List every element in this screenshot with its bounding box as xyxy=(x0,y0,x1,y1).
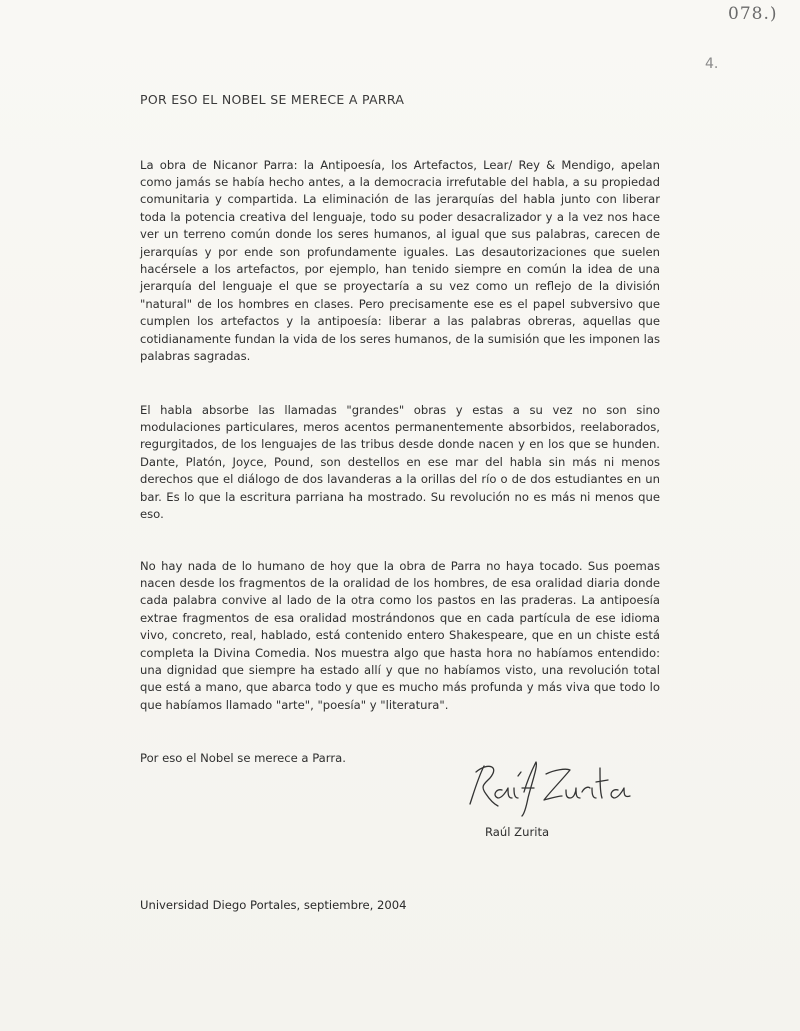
paragraph-3: No hay nada de lo humano de hoy que la obra de Parra no haya tocado. Sus poemas nacen desde los fragmentos de la oralidad de los hombres, de esa oralidad diaria donde cada palabra convive al lado de la otra como los pastos en las praderas. La antipoesía extrae fragmentos de esa oralidad mostrándonos que en cada partícula de ese idioma vivo, concreto, real, hablado, está contenido entero Shakespeare, que en un chiste está completa la Divina Comedia. Nos muestra algo que hasta hora no habíamos entendido: una dignidad que siempre ha estado allí y que no habíamos visto, una revolución total que está a mano, que abarca todo y que es mucho más profunda y más viva que todo lo que habíamos llamado "arte", "poesía" y "literatura". xyxy=(140,558,660,712)
signature-name: Raúl Zurita xyxy=(485,825,550,839)
archive-number: 078.) xyxy=(728,4,778,24)
paragraph-1: La obra de Nicanor Parra: la Antipoesía, los Artefactos, Lear/ Rey & Mendigo, apelan como jamás se había hecho antes, a la democracia irrefutable del habla, a su propiedad comunitaria y compartida. La eliminación de las jerarquías del habla junto con liberar toda la potencia creativa del lenguaje, todo su poder desacralizador y a la vez nos hace ver un terreno común donde los seres humanos, al igual que sus palabras, carecen de jerarquías y por ende son profundamente iguales. Las desautorizaciones que suelen hacérsele a los artefactos, por ejemplo, han tenido siempre en común la idea de una jerarquía del lenguaje el que se proyectaría a su vez como un reflejo de la división "natural" de los hombres en clases. Pero precisamente ese es el papel subversivo que cumplen los artefactos y la antipoesía: liberar a las palabras obreras, aquellas que cotidianamente fundan la vida de los seres humanos, de la sumisión que les imponen las palabras sagradas. xyxy=(140,157,660,364)
document-title: POR ESO EL NOBEL SE MERECE A PARRA xyxy=(140,92,405,107)
paragraph-2: El habla absorbe las llamadas "grandes" obras y estas a su vez no son sino modulaciones particulares, meros acentos permanentemente absorbidos, reelaborados, regurgitados, de los lenguajes de las tribus desde donde nacen y en los que se hunden. Dante, Platón, Joyce, Pound, son destellos en ese mar del habla sin más ni menos derechos que el diálogo de dos lavanderas a la orillas del río o de dos estudiantes en un bar. Es lo que la escritura parriana ha mostrado. Su revolución no es más ni menos que eso. xyxy=(140,402,660,522)
stray-mark: 4. xyxy=(705,56,719,72)
place-date: Universidad Diego Portales, septiembre, 2004 xyxy=(140,898,407,912)
signature-drawing xyxy=(462,752,640,822)
handwritten-signature xyxy=(462,752,640,822)
closing-line: Por eso el Nobel se merece a Parra. xyxy=(140,751,346,765)
